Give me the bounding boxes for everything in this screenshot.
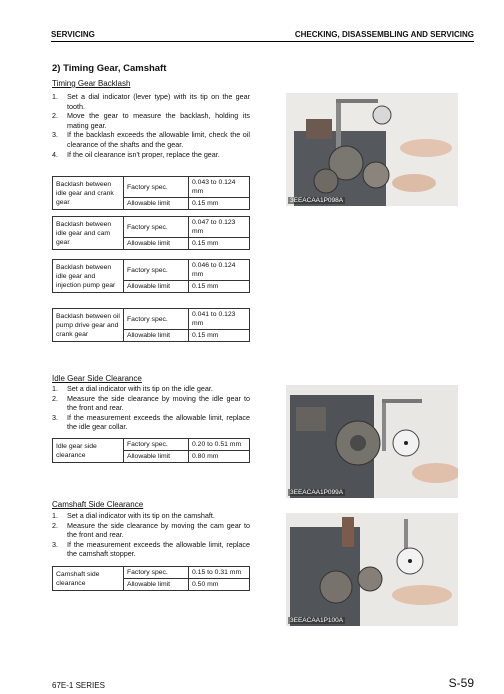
spec-table-idle-crank: [52, 176, 250, 210]
step-item: 4. If the oil clearance isn't proper, replace the gear.: [52, 149, 220, 159]
step-item: 1. Set a dial indicator with its tip on the camshaft.: [52, 511, 215, 520]
factory-spec-value: 0.15 to 0.31 mm: [189, 567, 250, 579]
factory-spec-label: Factory spec.: [124, 260, 189, 281]
allowable-limit-value: 0.15 mm: [189, 198, 250, 210]
spec-label: Idle gear side clearance: [53, 439, 124, 463]
spec-label: Backlash between oil pump drive gear and crank gear: [53, 309, 124, 342]
factory-spec-value: 0.043 to 0.124 mm: [189, 177, 250, 198]
photo-code: 3EEACAA1P098A: [290, 197, 344, 204]
step-item: 1. Set a dial indicator with its tip on the idle gear.: [52, 384, 213, 393]
step-item: 3. If the measurement exceeds the allowable limit, replace the camshaft stopper.: [52, 539, 250, 559]
spec-table-idle-gear-side: [52, 438, 250, 463]
allowable-limit-value: 0.80 mm: [189, 451, 250, 463]
factory-spec-label: Factory spec.: [124, 567, 189, 579]
step-item: 2. Measure the side clearance by moving the idle gear to the front and rear.: [52, 393, 250, 413]
allowable-limit-value: 0.50 mm: [189, 579, 250, 591]
spec-table-camshaft-side: [52, 566, 250, 591]
spec-label: Backlash between idle gear and cam gear: [53, 217, 124, 250]
factory-spec-value: 0.20 to 0.51 mm: [189, 439, 250, 451]
allowable-limit-value: 0.15 mm: [189, 238, 250, 250]
footer-series: 67E-1 SERIES: [52, 681, 105, 690]
factory-spec-label: Factory spec.: [124, 217, 189, 238]
idle-gear-steps: [52, 384, 250, 432]
timing-gear-backlash-photo: [286, 93, 458, 206]
factory-spec-value: 0.047 to 0.123 mm: [189, 217, 250, 238]
idle-gear-side-clearance-heading: Idle Gear Side Clearance: [52, 374, 142, 383]
timing-gear-backlash-steps: [52, 92, 250, 159]
camshaft-side-clearance-heading: Camshaft Side Clearance: [52, 500, 144, 509]
spec-label: Backlash between idle gear and crank gear: [53, 177, 124, 210]
allowable-limit-label: Allowable limit: [124, 281, 189, 293]
step-item: 2. Move the gear to measure the backlash, holding its mating gear.: [52, 111, 250, 130]
timing-gear-backlash-heading: Timing Gear Backlash: [52, 79, 131, 88]
idle-gear-photo: [286, 385, 458, 498]
allowable-limit-value: 0.15 mm: [189, 330, 250, 342]
allowable-limit-label: Allowable limit: [124, 238, 189, 250]
factory-spec-label: Factory spec.: [124, 309, 189, 330]
allowable-limit-value: 0.15 mm: [189, 281, 250, 293]
step-item: 2. Measure the side clearance by moving the cam gear to the front and rear.: [52, 520, 250, 540]
step-item: 3. If the backlash exceeds the allowable limit, check the oil clearance of the shafts and the gear.: [52, 130, 250, 149]
factory-spec-label: Factory spec.: [124, 439, 189, 451]
factory-spec-label: Factory spec.: [124, 177, 189, 198]
factory-spec-value: 0.041 to 0.123 mm: [189, 309, 250, 330]
spec-label: Backlash between idle gear and injection pump gear: [53, 260, 124, 293]
photo-code: 3EEACAA1P100A: [290, 617, 344, 624]
allowable-limit-label: Allowable limit: [124, 451, 189, 463]
spec-label: Camshaft side clearance: [53, 567, 124, 591]
step-item: 3. If the measurement exceeds the allowable limit, replace the idle gear collar.: [52, 412, 250, 432]
section-title: 2) Timing Gear, Camshaft: [52, 63, 167, 74]
spec-table-oilpump-crank: [52, 308, 250, 342]
spec-table-idle-injection: [52, 259, 250, 293]
header-left: SERVICING: [51, 30, 95, 39]
header-right: CHECKING, DISASSEMBLING AND SERVICING: [294, 30, 474, 39]
spec-table-idle-cam: [52, 216, 250, 250]
camshaft-photo-illustration: [286, 513, 458, 626]
idle-gear-photo-illustration: [286, 385, 458, 498]
allowable-limit-label: Allowable limit: [124, 330, 189, 342]
camshaft-steps: [52, 511, 250, 559]
camshaft-photo: [286, 513, 458, 626]
factory-spec-value: 0.046 to 0.124 mm: [189, 260, 250, 281]
step-item: 1. Set a dial indicator (lever type) with its tip on the gear tooth.: [52, 92, 250, 111]
allowable-limit-label: Allowable limit: [124, 198, 189, 210]
photo-code: 3EEACAA1P099A: [290, 489, 344, 496]
engine-gear-photo-illustration: [286, 93, 458, 206]
allowable-limit-label: Allowable limit: [124, 579, 189, 591]
header-rule: [51, 41, 474, 42]
page-number: S-59: [448, 676, 474, 690]
